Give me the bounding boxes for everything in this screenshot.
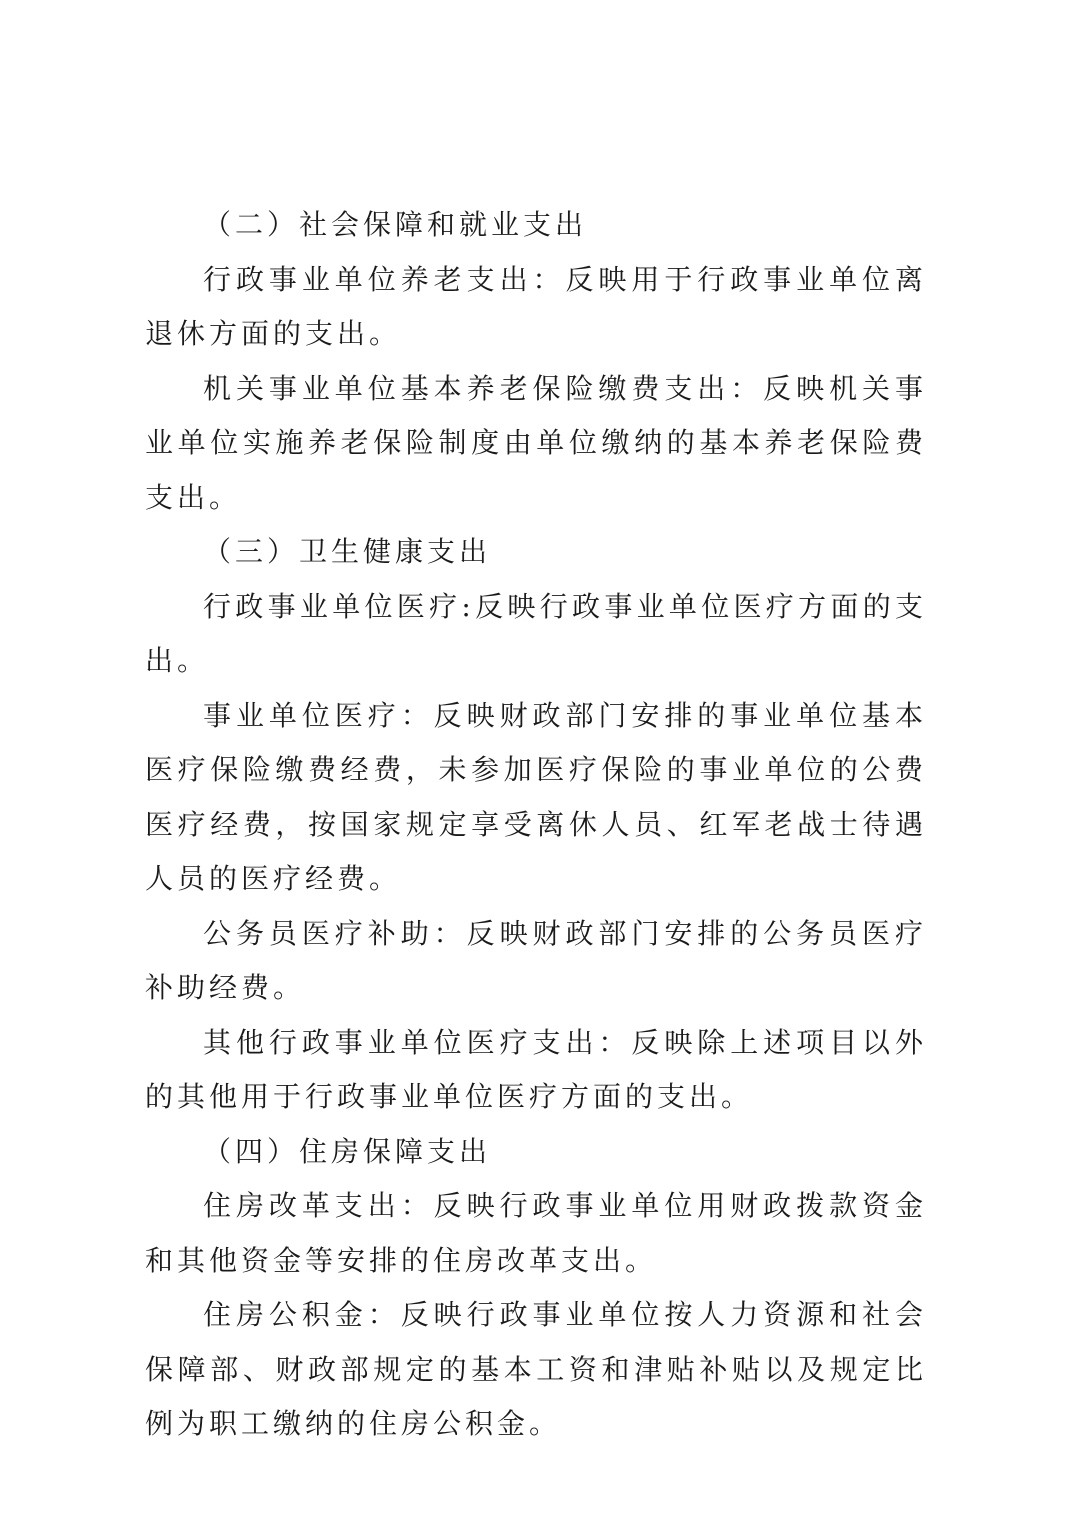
section-heading-housing: （四）住房保障支出 (203, 1134, 492, 1168)
paragraph-housing-reform: 住房改革支出：反映行政事业单位用财政拨款资金和其他资金等安排的住房改革支出。 (145, 1189, 927, 1277)
paragraph-admin-medical: 行政事业单位医疗:反映行政事业单位医疗方面的支出。 (145, 589, 927, 677)
paragraph-pension-expenditure: 行政事业单位养老支出：反映用于行政事业单位离退休方面的支出。 (145, 262, 927, 350)
paragraph-institution-medical: 事业单位医疗：反映财政部门安排的事业单位基本医疗保险缴费经费，未参加医疗保险的事业单位的公费医疗经费，按国家规定享受离休人员、红军老战士待遇人员的医疗经费。 (145, 698, 927, 895)
paragraph-pension-insurance: 机关事业单位基本养老保险缴费支出：反映机关事业单位实施养老保险制度由单位缴纳的基本养老保险费支出。 (145, 371, 927, 514)
paragraph-other-medical: 其他行政事业单位医疗支出：反映除上述项目以外的其他用于行政事业单位医疗方面的支出。 (145, 1025, 927, 1113)
section-heading-social-security: （二）社会保障和就业支出 (203, 208, 588, 241)
paragraph-civil-servant-medical: 公务员医疗补助：反映财政部门安排的公务员医疗补助经费。 (145, 916, 927, 1004)
paragraph-housing-fund: 住房公积金：反映行政事业单位按人力资源和社会保障部、财政部规定的基本工资和津贴补贴以及规定比例为职工缴纳的住房公积金。 (145, 1298, 927, 1440)
section-heading-health: （三）卫生健康支出 (203, 535, 492, 568)
document-body (145, 198, 927, 1452)
